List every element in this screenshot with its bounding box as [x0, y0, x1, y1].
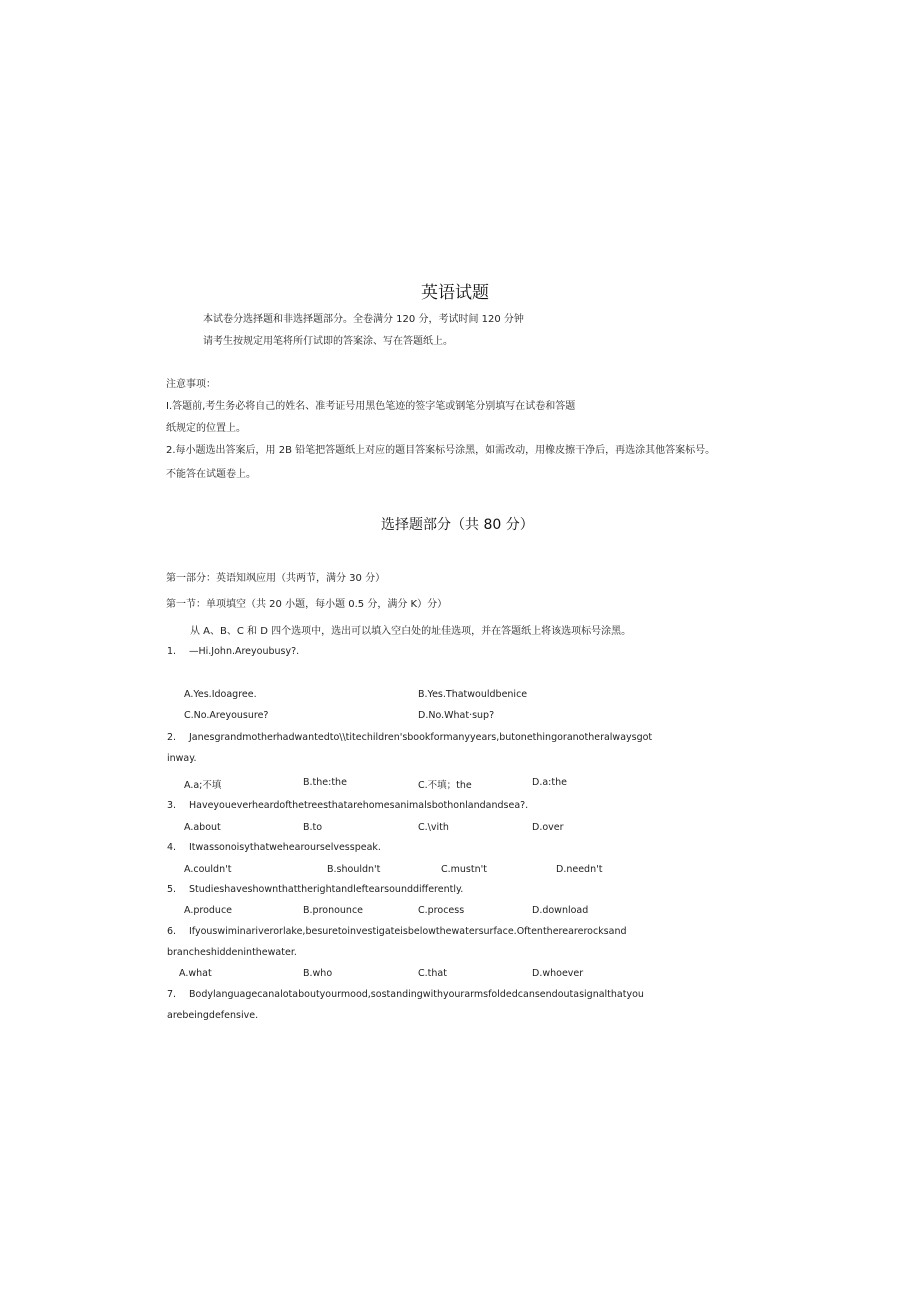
notes-line-3: 2.每小题选出答案后，用 2B 铅笔把答题纸上对应的题目答案标号涂黑，如需改动，用橡皮擦干净后，再选涂其他答案标号。 [166, 445, 716, 456]
option-d: D.No.What·sup? [418, 710, 495, 721]
option-c: C.\vith [418, 822, 449, 833]
option-a: A.about [184, 822, 221, 833]
option-a: A.Yes.Idoagree. [184, 689, 257, 700]
option-a: A.what [179, 968, 212, 979]
option-b: B.to [303, 822, 323, 833]
question-text: Haveyoueverheardofthetreesthatarehomesanimalsbothonlandandsea?. [189, 800, 529, 811]
question-number: 4. [167, 842, 177, 853]
option-c: C.mustn't [441, 864, 487, 875]
notes-line-2: 纸规定的位置上。 [166, 423, 246, 434]
option-d: D.over [532, 822, 564, 833]
option-c: C.不填；the [418, 780, 472, 791]
notes-line-1: I.答题前,考生务必将自己的姓名、准考证号用黑色笔迹的签字笔或钢笔分别填写在试卷和答题 [166, 401, 576, 412]
option-a: A.couldn't [184, 864, 232, 875]
question-number: 2. [167, 732, 177, 743]
option-b: B.shouldn't [327, 864, 381, 875]
question-text: Janesgrandmotherhadwantedto\\titechildren'sbookformanyyears,butonethingoranotheralwaysgot [189, 732, 653, 743]
option-b: B.Yes.Thatwouldbenice [418, 689, 528, 700]
question-number: 6. [167, 926, 177, 937]
part-heading: 第一部分：英语知飒应用（共两节，满分 30 分） [166, 573, 386, 584]
question-text: Studieshaveshownthattherightandleftearsounddifferently. [189, 884, 464, 895]
question-text-continued: inway. [167, 753, 197, 764]
question-number: 3. [167, 800, 177, 811]
question-text-continued: arebeingdefensive. [167, 1010, 259, 1021]
option-a: A.produce [184, 905, 233, 916]
question-number: 1. [167, 646, 177, 657]
page-title: 英语试题 [421, 283, 489, 303]
option-d: D.download [532, 905, 589, 916]
intro-line-1: 本试卷分选择题和非选择题部分。全卷满分 120 分，考试时间 120 分钟 [203, 314, 524, 325]
question-number: 5. [167, 884, 177, 895]
option-d: D.needn't [556, 864, 603, 875]
option-d: D.a:the [532, 777, 567, 788]
section-heading: 第一节：单项填空（共 20 小题，每小题 0.5 分，满分 K）分） [166, 599, 448, 610]
option-b: B.the:the [303, 777, 347, 788]
option-b: B.pronounce [303, 905, 364, 916]
question-text: Bodylanguagecanalotaboutyourmood,sostandingwithyourarmsfoldedcansendoutasignalthatyou [189, 989, 644, 1000]
option-c: C.process [418, 905, 465, 916]
option-b: B.who [303, 968, 333, 979]
option-d: D.whoever [532, 968, 584, 979]
question-number: 7. [167, 989, 177, 1000]
intro-line-2: 请考生按规定用笔将所仃试即的答案涂、写在答题纸上。 [203, 336, 453, 347]
instruction: 从 A、B、C 和 D 四个选项中，选出可以填入空白处的址佳选项，并在答题纸上将该选项标号涂黑。 [190, 626, 632, 637]
option-c: C.No.Areyousure? [184, 710, 269, 721]
section-title: 选择题部分（共 80 分） [381, 517, 534, 533]
option-c: C.that [418, 968, 447, 979]
notes-heading: 注意事项： [166, 379, 216, 390]
question-text-continued: brancheshiddeninthewater. [167, 947, 297, 958]
notes-line-4: 不能答在试题卷上。 [166, 469, 256, 480]
question-text: Itwassonoisythatwehearourselvesspeak. [189, 842, 381, 853]
option-a: A.a;不填 [184, 780, 222, 791]
question-text: Ifyouswiminariverorlake,besuretoinvestigateisbelowthewatersurface.Oftentherearerocksand [189, 926, 627, 937]
question-text: —Hi.John.Areyoubusy?. [189, 646, 300, 657]
